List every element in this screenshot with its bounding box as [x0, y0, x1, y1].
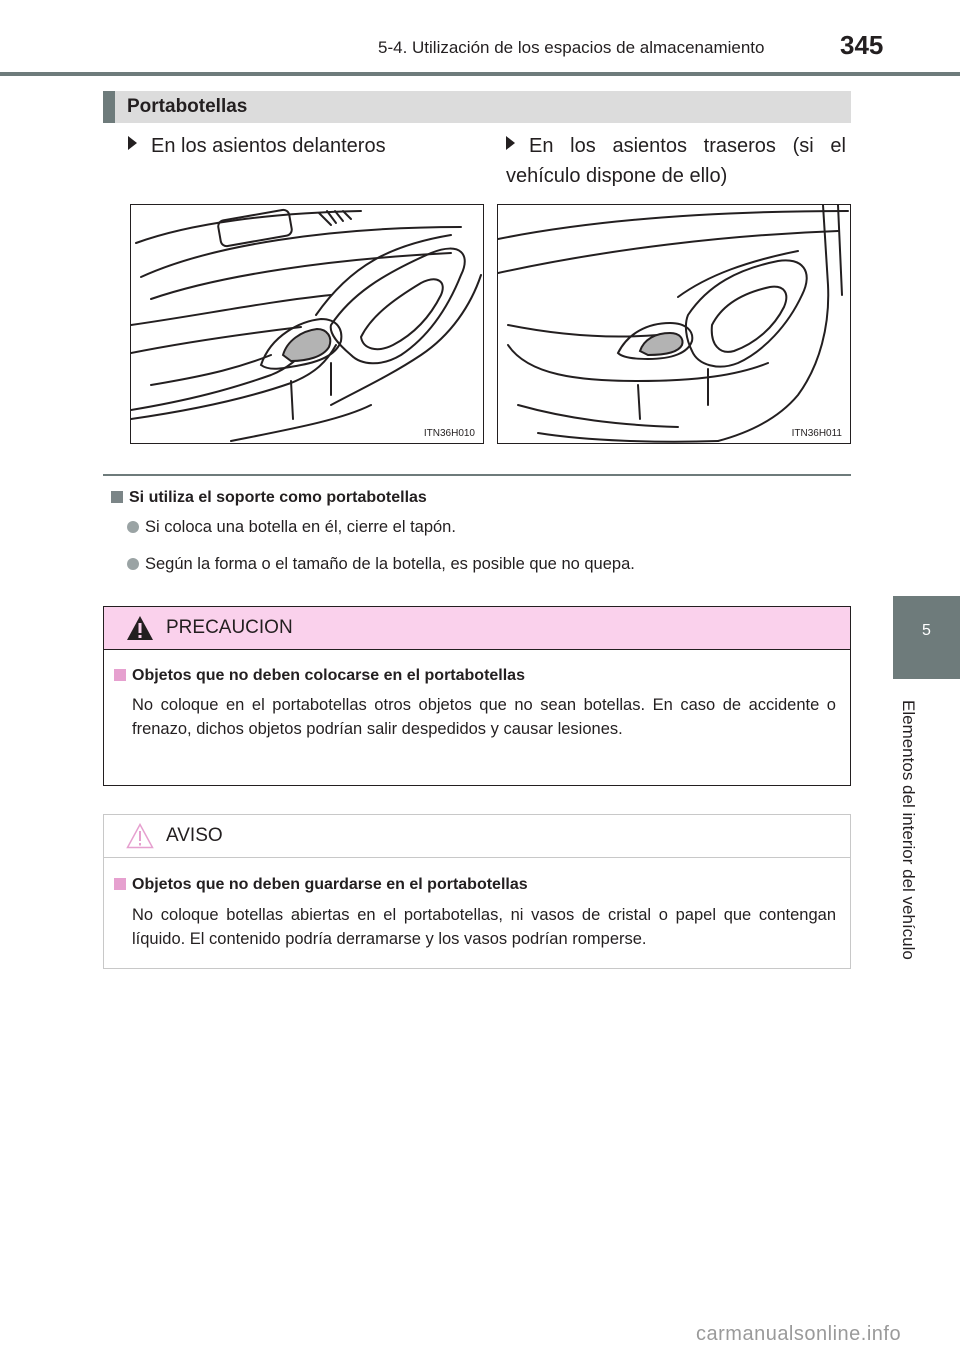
- arrow-right-icon: [506, 136, 515, 150]
- caption-rear-text: En los asientos traseros (si el vehículo dispone de ello): [506, 135, 846, 187]
- dot-bullet-icon: [127, 521, 139, 533]
- section-divider: [103, 474, 851, 476]
- watermark: carmanualsonline.info: [696, 1323, 902, 1345]
- usage-heading-text: Si utiliza el soporte como portabotellas: [129, 489, 427, 506]
- usage-heading: [111, 489, 427, 507]
- usage-bullet: [127, 518, 456, 537]
- precaucion-box: [103, 606, 851, 786]
- precaucion-subheading-text: Objetos que no deben colocarse en el portabotellas: [132, 667, 525, 684]
- aviso-subheading: [114, 876, 528, 894]
- caption-rear-seats: [506, 131, 846, 191]
- arrow-right-icon: [128, 136, 137, 150]
- chapter-number: 5: [922, 622, 931, 639]
- section-title: Portabotellas: [127, 96, 248, 117]
- section-title-bar: [103, 91, 851, 123]
- warning-triangle-icon: [126, 823, 154, 849]
- caption-front-text: En los asientos delanteros: [151, 135, 386, 157]
- usage-bullet: [127, 555, 635, 574]
- square-bullet-icon: [114, 669, 126, 681]
- figure-rear-bottle-holder: [497, 204, 851, 444]
- square-bullet-icon: [114, 878, 126, 890]
- square-bullet-icon: [111, 491, 123, 503]
- dot-bullet-icon: [127, 558, 139, 570]
- chapter-label: [898, 700, 928, 980]
- figure-front-bottle-holder: [130, 204, 484, 444]
- precaucion-subheading: [114, 667, 525, 685]
- usage-bullet-text: Según la forma o el tamaño de la botella, es posible que no quepa.: [145, 555, 635, 573]
- header-rule: [0, 72, 960, 76]
- chapter-tab: [893, 596, 960, 679]
- rear-door-illustration: [498, 205, 851, 444]
- front-door-illustration: [131, 205, 484, 444]
- usage-bullet-text: Si coloca una botella en él, cierre el tapón.: [145, 518, 456, 536]
- aviso-title: AVISO: [166, 825, 223, 846]
- figure-code: ITN36H010: [423, 428, 475, 439]
- chapter-label-text: Elementos del interior del vehículo: [899, 700, 918, 960]
- header-section-title: 5-4. Utilización de los espacios de almacenamiento: [378, 38, 765, 57]
- page-number: 345: [840, 30, 884, 60]
- caption-front-seats: [128, 131, 458, 161]
- precaucion-header: [104, 607, 850, 650]
- aviso-body: No coloque botellas abiertas en el portabotellas, ni vasos de cristal o papel que contengan líquido. El contenido podría derramarse y los vasos podrían romperse.: [132, 906, 836, 948]
- precaucion-title: PRECAUCION: [166, 617, 293, 638]
- precaucion-body: No coloque en el portabotellas otros objetos que no sean botellas. En caso de accidente o frenazo, dichos objetos podrían salir despedidos y causar lesiones.: [132, 696, 836, 738]
- aviso-subheading-text: Objetos que no deben guardarse en el portabotellas: [132, 876, 528, 893]
- aviso-header: [104, 815, 850, 858]
- figure-code: ITN36H011: [791, 428, 842, 439]
- aviso-box: [103, 814, 851, 969]
- warning-triangle-icon: [126, 615, 154, 641]
